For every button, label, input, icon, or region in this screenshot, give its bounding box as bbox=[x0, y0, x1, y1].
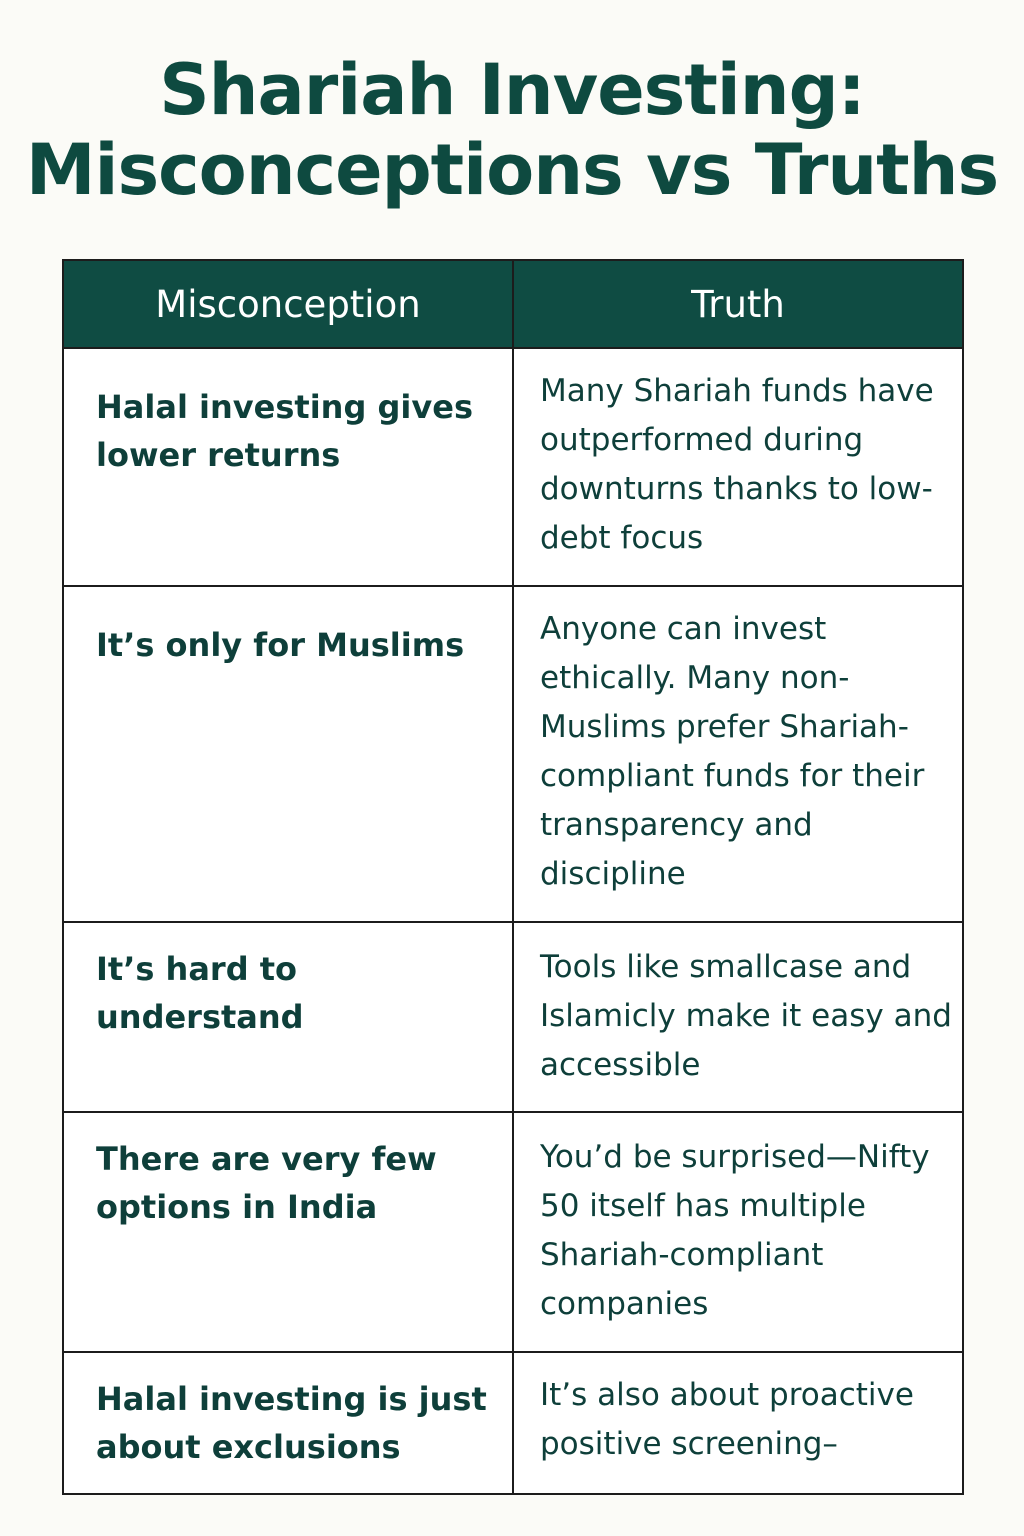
table-row bbox=[63, 1352, 963, 1494]
header-truth: Truth bbox=[513, 260, 963, 348]
misconception-cell bbox=[63, 1112, 513, 1352]
truth-text: You’d be surprised—Nifty 50 itself has multiple Shariah-compliant companies bbox=[540, 1139, 930, 1322]
title-line-2: Misconceptions vs Truths bbox=[25, 129, 999, 211]
misconception-text: It’s only for Muslims bbox=[96, 626, 465, 664]
table-row bbox=[63, 348, 963, 586]
title-line-1: Shariah Investing: bbox=[159, 49, 865, 131]
truth-cell bbox=[513, 1112, 963, 1352]
truth-cell bbox=[513, 348, 963, 586]
truth-cell bbox=[513, 1352, 963, 1494]
table-row bbox=[63, 586, 963, 922]
misconception-text: There are very few options in India bbox=[96, 1140, 437, 1226]
table-header-row bbox=[63, 260, 963, 348]
truth-text: Tools like smallcase and Islamicly make it easy and accessible bbox=[540, 949, 952, 1083]
truth-text: Anyone can invest ethically. Many non-Muslims prefer Shariah-compliant funds for their transparency and discipline bbox=[540, 611, 925, 892]
header-misconception: Misconception bbox=[63, 260, 513, 348]
table-row bbox=[63, 1112, 963, 1352]
page-title bbox=[0, 50, 1024, 210]
misconception-cell bbox=[63, 1352, 513, 1494]
truth-text: Many Shariah funds have outperformed during downturns thanks to low-debt focus bbox=[540, 373, 934, 556]
table-row bbox=[63, 922, 963, 1112]
misconception-text: It’s hard to understand bbox=[96, 950, 304, 1036]
misconception-cell bbox=[63, 586, 513, 922]
misconception-text: Halal investing gives lower returns bbox=[96, 388, 473, 474]
misconception-cell bbox=[63, 348, 513, 586]
truth-cell bbox=[513, 586, 963, 922]
misconceptions-table bbox=[62, 259, 964, 1495]
truth-text: It’s also about proactive positive screening– bbox=[540, 1377, 914, 1462]
misconception-cell bbox=[63, 922, 513, 1112]
truth-cell bbox=[513, 922, 963, 1112]
misconception-text: Halal investing is just about exclusions bbox=[96, 1380, 487, 1466]
